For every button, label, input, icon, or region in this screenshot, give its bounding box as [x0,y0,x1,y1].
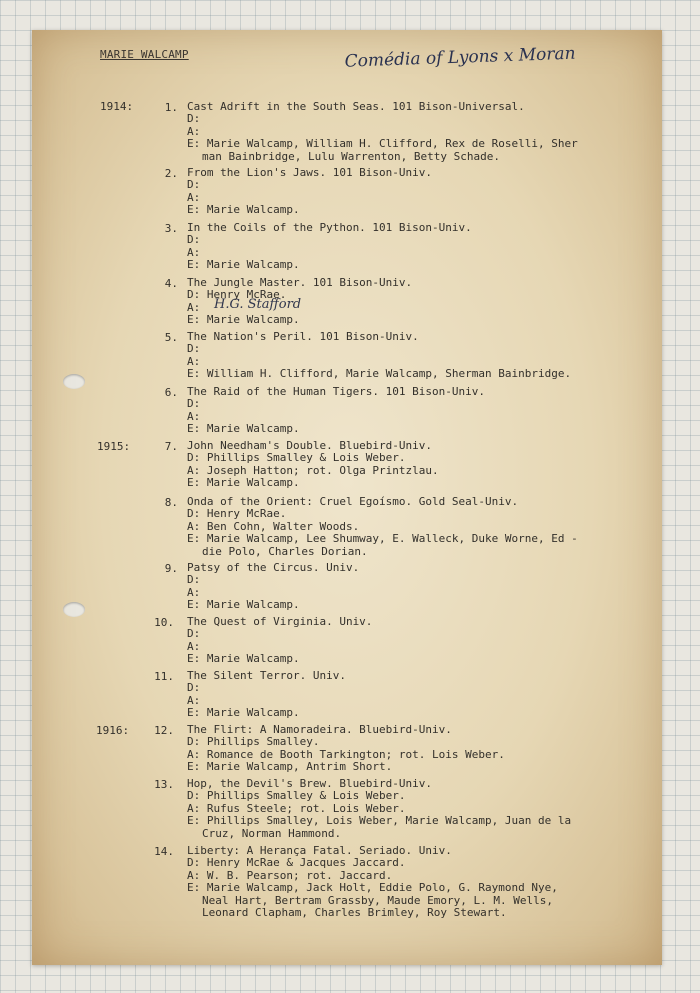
entry-line: D: [187,397,201,411]
entry-line: E: Marie Walcamp, Jack Holt, Eddie Polo, G. Raymond Nye, [187,881,558,895]
entry-title: The Nation's Peril. 101 Bison-Univ. [187,330,419,343]
entry-title: Liberty: A Herança Fatal. Seriado. Univ. [187,844,452,857]
entry-title: From the Lion's Jaws. 101 Bison-Univ. [187,166,433,179]
entry-title: The Quest of Virginia. Univ. [187,615,373,628]
entry-line: Neal Hart, Bertram Grassby, Maude Emory, L. M. Wells, [202,893,553,907]
entry-number: 9. [164,562,178,575]
entry-title: Cast Adrift in the South Seas. 101 Bison-Universal. [187,100,525,113]
entry-line: D: Henry McRae. [187,507,287,521]
entry-number: 13. [154,778,174,791]
film-entry [187,778,627,840]
film-entry [187,440,627,490]
entry-line: D: Henry McRae. [187,288,287,302]
entry-line: A: Romance de Booth Tarkington; rot. Lois Weber. [187,747,505,761]
entry-line: E: Marie Walcamp. [187,258,300,272]
entry-line: Cruz, Norman Hammond. [202,826,342,840]
film-entry [187,101,627,163]
entry-line: E: Marie Walcamp, Lee Shumway, E. Walleck, Duke Worne, Ed - [187,532,578,546]
entry-line: D: [187,233,201,247]
entry-title: The Silent Terror. Univ. [187,669,346,682]
entry-number: 5. [164,331,178,344]
entry-title: Patsy of the Circus. Univ. [187,561,360,574]
entry-line: D: Phillips Smalley & Lois Weber. [187,451,406,465]
entry-line: A: [187,693,201,707]
entry-title: In the Coils of the Python. 101 Bison-Univ. [187,221,472,234]
entry-line: E: Marie Walcamp, Antrim Short. [187,760,393,774]
entry-line: D: [187,178,201,192]
film-entry [187,724,627,774]
entry-number: 1. [164,101,178,114]
film-entry [187,670,627,720]
entry-line: E: Marie Walcamp. [187,652,300,666]
film-entry [187,222,627,272]
film-entry [187,845,627,919]
film-entry [187,331,627,381]
entry-number: 14. [154,845,174,858]
entry-line: A: [187,124,201,138]
entry-number: 11. [154,670,174,683]
entry-title: Hop, the Devil's Brew. Bluebird-Univ. [187,777,433,790]
punch-hole [63,374,85,389]
entry-number: 4. [164,277,178,290]
year-label: 1914: [100,100,134,113]
film-entry [187,616,627,666]
punch-hole [63,602,85,617]
entry-line: D: [187,681,201,695]
entry-number: 6. [164,386,178,399]
entry-line: A: Ben Cohn, Walter Woods. [187,519,360,533]
handwritten-annotation: Comédia of Lyons x Moran [344,43,576,72]
entry-line: A: [187,190,201,204]
entry-line: D: Phillips Smalley. [187,735,320,749]
entry-line: E: Phillips Smalley, Lois Weber, Marie Walcamp, Juan de la [187,814,572,828]
entry-line: D: [187,573,201,587]
entry-number: 12. [154,724,174,737]
entry-number: 3. [164,222,178,235]
entry-line: A: [187,409,201,423]
entry-line: die Polo, Charles Dorian. [202,544,368,558]
entry-line: E: Marie Walcamp. [187,313,300,327]
entry-number: 2. [164,167,178,180]
entry-line: E: Marie Walcamp. [187,476,300,490]
entry-line: E: William H. Clifford, Marie Walcamp, Sherman Bainbridge. [187,367,572,381]
film-entry [187,496,627,558]
entry-line: E: Marie Walcamp. [187,203,300,217]
entry-line: A: [187,585,201,599]
entry-line: A: [187,300,201,314]
entry-line: D: [187,627,201,641]
entry-line: E: Marie Walcamp. [187,706,300,720]
entry-line: A: [187,639,201,653]
entry-line: A: [187,245,201,259]
entry-line: A: Joseph Hatton; rot. Olga Printzlau. [187,463,439,477]
page-heading: MARIE WALCAMP [100,48,189,61]
entry-title: Onda of the Orient: Cruel Egoísmo. Gold Seal-Univ. [187,495,519,508]
entry-line: A: Rufus Steele; rot. Lois Weber. [187,801,406,815]
entry-number: 7. [164,440,178,453]
entry-title: The Jungle Master. 101 Bison-Univ. [187,276,413,289]
entry-line: D: Phillips Smalley & Lois Weber. [187,789,406,803]
entry-number: 10. [154,616,174,629]
entry-line: D: Henry McRae & Jacques Jaccard. [187,856,406,870]
entry-line: Leonard Clapham, Charles Brimley, Roy Stewart. [202,906,507,920]
entry-line: E: Marie Walcamp. [187,422,300,436]
entry-line: A: W. B. Pearson; rot. Jaccard. [187,868,393,882]
film-entry [187,167,627,217]
handwritten-credit: H.G. Stafford [214,297,302,312]
entry-line: A: [187,354,201,368]
film-entry [187,562,627,612]
entry-line: D: [187,342,201,356]
year-label: 1915: [97,440,131,453]
entry-title: The Raid of the Human Tigers. 101 Bison-Univ. [187,385,486,398]
film-entry [187,386,627,436]
entry-title: John Needham's Double. Bluebird-Univ. [187,439,433,452]
entry-title: The Flirt: A Namoradeira. Bluebird-Univ. [187,723,452,736]
entry-line: D: [187,112,201,126]
entry-line: man Bainbridge, Lulu Warrenton, Betty Schade. [202,149,501,163]
entry-line: E: Marie Walcamp, William H. Clifford, Rex de Roselli, Sher [187,137,578,151]
entry-line: E: Marie Walcamp. [187,598,300,612]
entry-number: 8. [164,496,178,509]
year-label: 1916: [96,724,130,737]
